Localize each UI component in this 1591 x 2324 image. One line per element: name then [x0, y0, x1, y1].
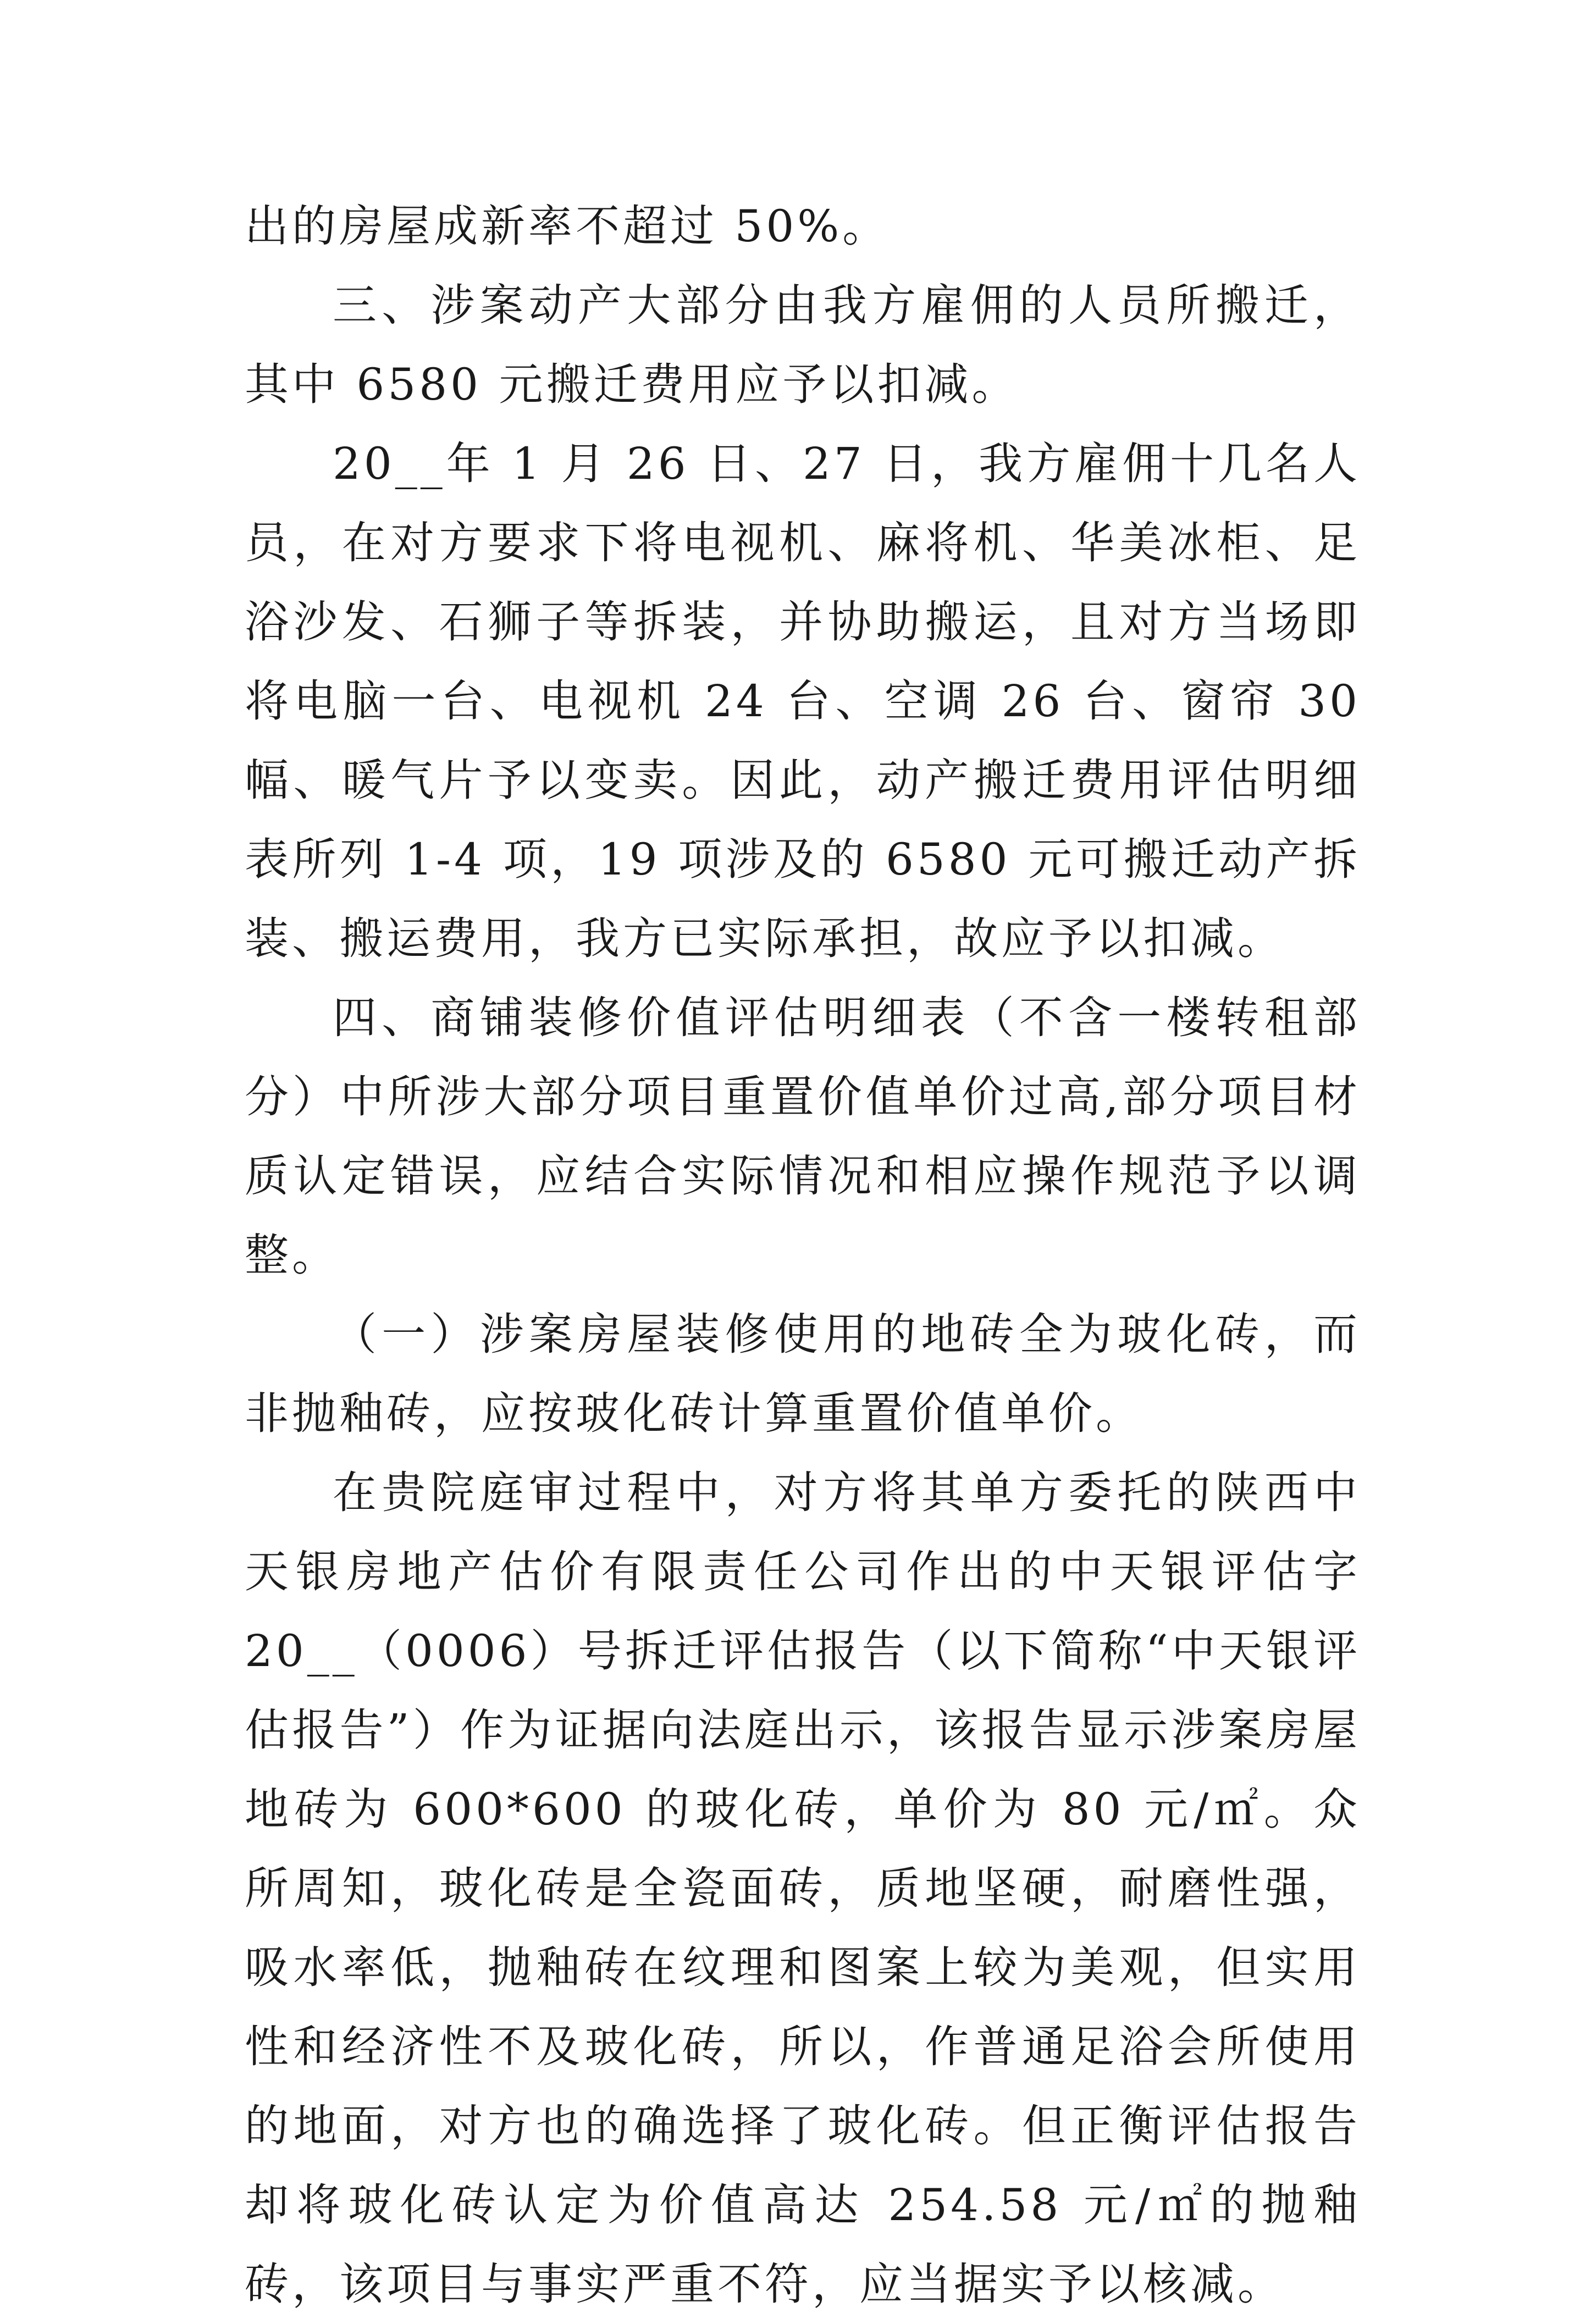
paragraph-3: 20__年 1 月 26 日、27 日，我方雇佣十几名人员，在对方要求下将电视机、麻将机、华美冰柜、足浴沙发、石狮子等拆装，并协助搬运，且对方当场即将电脑一台、电视机 24 台、空调 26 台、窗帘 30 幅、暖气片予以变卖。因此，动产搬迁费用评估明细表所列 1-4 项，19 项涉及的 6580 元可搬迁动产拆装、搬运费用，我方已实际承担，故应予以扣减。: [245, 438, 1361, 964]
paragraph-4: 四、商铺装修价值评估明细表（不含一楼转租部分）中所涉大部分项目重置价值单价过高,部分项目材质认定错误，应结合实际情况和相应操作规范予以调整。: [245, 992, 1361, 1281]
document-body: [245, 187, 1361, 2324]
paragraph-6: 在贵院庭审过程中，对方将其单方委托的陕西中天银房地产估价有限责任公司作出的中天银评估字 20__（0006）号拆迁评估报告（以下简称“中天银评估报告”）作为证据向法庭出示，该报告显示涉案房屋地砖为 600*600 的玻化砖，单价为 80 元/㎡。众所周知，玻化砖是全瓷面砖，质地坚硬，耐磨性强，吸水率低，抛釉砖在纹理和图案上较为美观，但实用性和经济性不及玻化砖，所以，作普通足浴会所使用的地面，对方也的确选择了玻化砖。但正衡评估报告却将玻化砖认定为价值高达 254.58 元/㎡的抛釉砖，该项目与事实严重不符，应当据实予以核减。: [245, 1467, 1361, 2310]
paragraph-5: （一）涉案房屋装修使用的地砖全为玻化砖，而非抛釉砖，应按玻化砖计算重置价值单价。: [245, 1309, 1361, 1439]
paragraph-2: 三、涉案动产大部分由我方雇佣的人员所搬迁，其中 6580 元搬迁费用应予以扣减。: [245, 280, 1361, 410]
paragraph-1: 出的房屋成新率不超过 50%。: [245, 201, 890, 252]
